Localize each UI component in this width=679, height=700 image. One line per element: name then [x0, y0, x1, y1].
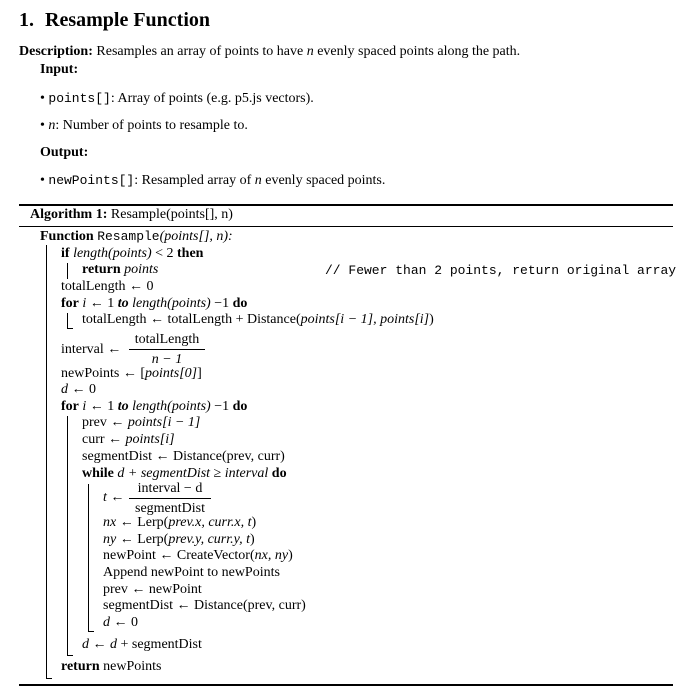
- do-keyword: do: [271, 466, 287, 481]
- output-item-n: n: [254, 173, 262, 188]
- for-minus: −1: [214, 296, 230, 311]
- newpoint-b: nx, ny: [254, 548, 289, 563]
- prev-b: points[i − 1]: [127, 415, 201, 430]
- code-comment: // Fewer than 2 points, return original array: [325, 263, 677, 278]
- prev-line: [82, 415, 200, 431]
- function-block-bar: [46, 245, 47, 679]
- output-item: [40, 173, 385, 189]
- while-keyword: while: [82, 466, 114, 481]
- d-init-var: d: [61, 382, 68, 397]
- for2-block-foot: [67, 655, 73, 656]
- d-init-val: ← 0: [71, 382, 96, 397]
- total-init-line: totalLength ← 0: [61, 279, 154, 294]
- input-item-sep: :: [110, 91, 115, 106]
- ny-args: prev.y, curr.y, t: [168, 532, 250, 547]
- newpoints-b: points[0]: [145, 366, 198, 381]
- if-condition: length(points): [73, 246, 152, 261]
- t-numerator: interval − d: [129, 480, 211, 499]
- for-from: ← 1: [89, 399, 115, 414]
- if-block-bar: [67, 263, 68, 279]
- then-keyword: then: [177, 246, 204, 261]
- total-update-c: ): [429, 312, 434, 327]
- input-item-code: n: [48, 118, 56, 133]
- for-upper: length(points): [132, 399, 211, 414]
- description-label: Description:: [19, 44, 93, 59]
- return-points-line: [82, 262, 158, 278]
- ny-line: [103, 532, 255, 548]
- for-var: i: [82, 296, 87, 311]
- newpoints-init-line: [61, 366, 202, 382]
- output-item-code: newPoints[]: [48, 173, 135, 188]
- curr-line: [82, 432, 175, 448]
- newpoint-c: ): [288, 548, 293, 563]
- function-args: (points[], n):: [159, 229, 233, 244]
- newpoints-a: newPoints ← [: [61, 366, 145, 381]
- d-update-b: d: [110, 637, 117, 652]
- for-keyword: for: [61, 296, 79, 311]
- ny-lerp: ← Lerp(: [119, 532, 169, 547]
- total-update-a: totalLength ← totalLength + Distance(: [82, 312, 301, 327]
- nx-close: ): [251, 515, 257, 530]
- bullet-icon: •: [40, 173, 45, 188]
- interval-denominator: n − 1: [151, 352, 183, 367]
- for-var: i: [82, 399, 87, 414]
- total-update-line: [82, 312, 434, 328]
- function-header: [40, 229, 233, 245]
- d-update-line: [82, 637, 202, 653]
- for-upper: length(points): [132, 296, 211, 311]
- for-keyword: for: [61, 399, 79, 414]
- newpoint-a: newPoint ← CreateVector(: [103, 548, 255, 563]
- prev-a: prev ←: [82, 415, 125, 430]
- input-label: Input:: [40, 62, 79, 77]
- function-name: Resample: [97, 229, 160, 244]
- newpoints-c: ]: [197, 366, 202, 381]
- d-update-var: d: [82, 637, 89, 652]
- algorithm-bottom-rule: [19, 684, 673, 686]
- curr-b: points[i]: [125, 432, 175, 447]
- interval-lhs: interval ←: [61, 342, 122, 357]
- return-keyword: return: [82, 262, 121, 277]
- return-keyword: return: [61, 659, 100, 674]
- while-block-foot: [88, 631, 94, 632]
- interval-fraction: [129, 331, 205, 368]
- to-keyword: to: [117, 296, 129, 311]
- t-lhs: t ←: [103, 490, 125, 505]
- for-from: ← 1: [89, 296, 115, 311]
- description: [19, 44, 520, 60]
- while-condition: d + segmentDist ≥ interval: [117, 466, 269, 481]
- for2-line: [61, 399, 247, 415]
- segdist2-line: segmentDist ← Distance(prev, curr): [103, 598, 306, 613]
- ny-var: ny: [103, 532, 117, 547]
- curr-a: curr ←: [82, 432, 123, 447]
- input-item-text: Array of points (e.g. p5.js vectors).: [117, 91, 314, 106]
- newpoint-line: [103, 548, 293, 564]
- output-label: Output:: [40, 145, 89, 160]
- nx-lerp: ← Lerp(: [119, 515, 169, 530]
- output-item-text-a: Resampled array of: [141, 173, 252, 188]
- return-final-value: newPoints: [103, 659, 162, 674]
- prev-new-line: prev ← newPoint: [103, 582, 202, 597]
- algorithm-caption: [30, 207, 233, 223]
- algorithm-top-rule: [19, 204, 673, 206]
- output-item-sep: :: [134, 173, 139, 188]
- if-compare: < 2: [155, 246, 174, 261]
- d-update-c: + segmentDist: [120, 637, 202, 652]
- ny-close: ): [249, 532, 255, 547]
- algorithm-caption-rule: [19, 226, 673, 227]
- nx-var: nx: [103, 515, 117, 530]
- for2-block-bar: [67, 416, 68, 656]
- section-title: Resample Function: [45, 9, 210, 31]
- output-item-text-b: evenly spaced points.: [265, 173, 386, 188]
- nx-line: [103, 515, 256, 531]
- bullet-icon: •: [40, 91, 45, 106]
- nx-args: prev.x, curr.x, t: [168, 515, 252, 530]
- input-item-sep: :: [55, 118, 60, 133]
- if-keyword: if: [61, 246, 70, 261]
- return-value: points: [124, 262, 159, 277]
- interval-numerator: totalLength: [129, 331, 205, 350]
- input-item-n: [40, 118, 248, 134]
- for1-block-bar: [67, 313, 68, 329]
- description-n: n: [306, 44, 314, 59]
- while-block-bar: [88, 484, 89, 632]
- for1-line: [61, 296, 247, 312]
- for1-block-foot: [67, 328, 73, 329]
- d-reset-line: [103, 615, 138, 631]
- to-keyword: to: [117, 399, 129, 414]
- description-text-b: evenly spaced points along the path.: [317, 44, 521, 59]
- section-heading: [19, 9, 210, 32]
- function-block-foot: [46, 678, 52, 679]
- algorithm-caption-label: Algorithm 1:: [30, 207, 108, 222]
- do-keyword: do: [232, 296, 248, 311]
- do-keyword: do: [232, 399, 248, 414]
- function-keyword: Function: [40, 229, 94, 244]
- d-reset-var: d: [103, 615, 110, 630]
- for-minus: −1: [214, 399, 230, 414]
- input-item-points: [40, 91, 314, 107]
- d-reset-val: ← 0: [113, 615, 138, 630]
- t-fraction: [129, 480, 211, 517]
- d-init-line: [61, 382, 96, 398]
- input-item-code: points[]: [48, 91, 111, 106]
- t-denominator: segmentDist: [135, 501, 205, 516]
- return-final-line: [61, 659, 161, 675]
- append-line: Append newPoint to newPoints: [103, 565, 280, 580]
- total-update-b: points[i − 1], points[i]: [300, 312, 430, 327]
- d-update-a: ←: [92, 637, 107, 652]
- segdist-line: segmentDist ← Distance(prev, curr): [82, 449, 285, 464]
- bullet-icon: •: [40, 118, 45, 133]
- if-line: [61, 246, 203, 262]
- description-text-a: Resamples an array of points to have: [96, 44, 304, 59]
- algorithm-caption-text: Resample(points[], n): [110, 207, 233, 222]
- section-number: 1.: [19, 9, 34, 31]
- input-item-text: Number of points to resample to.: [62, 118, 248, 133]
